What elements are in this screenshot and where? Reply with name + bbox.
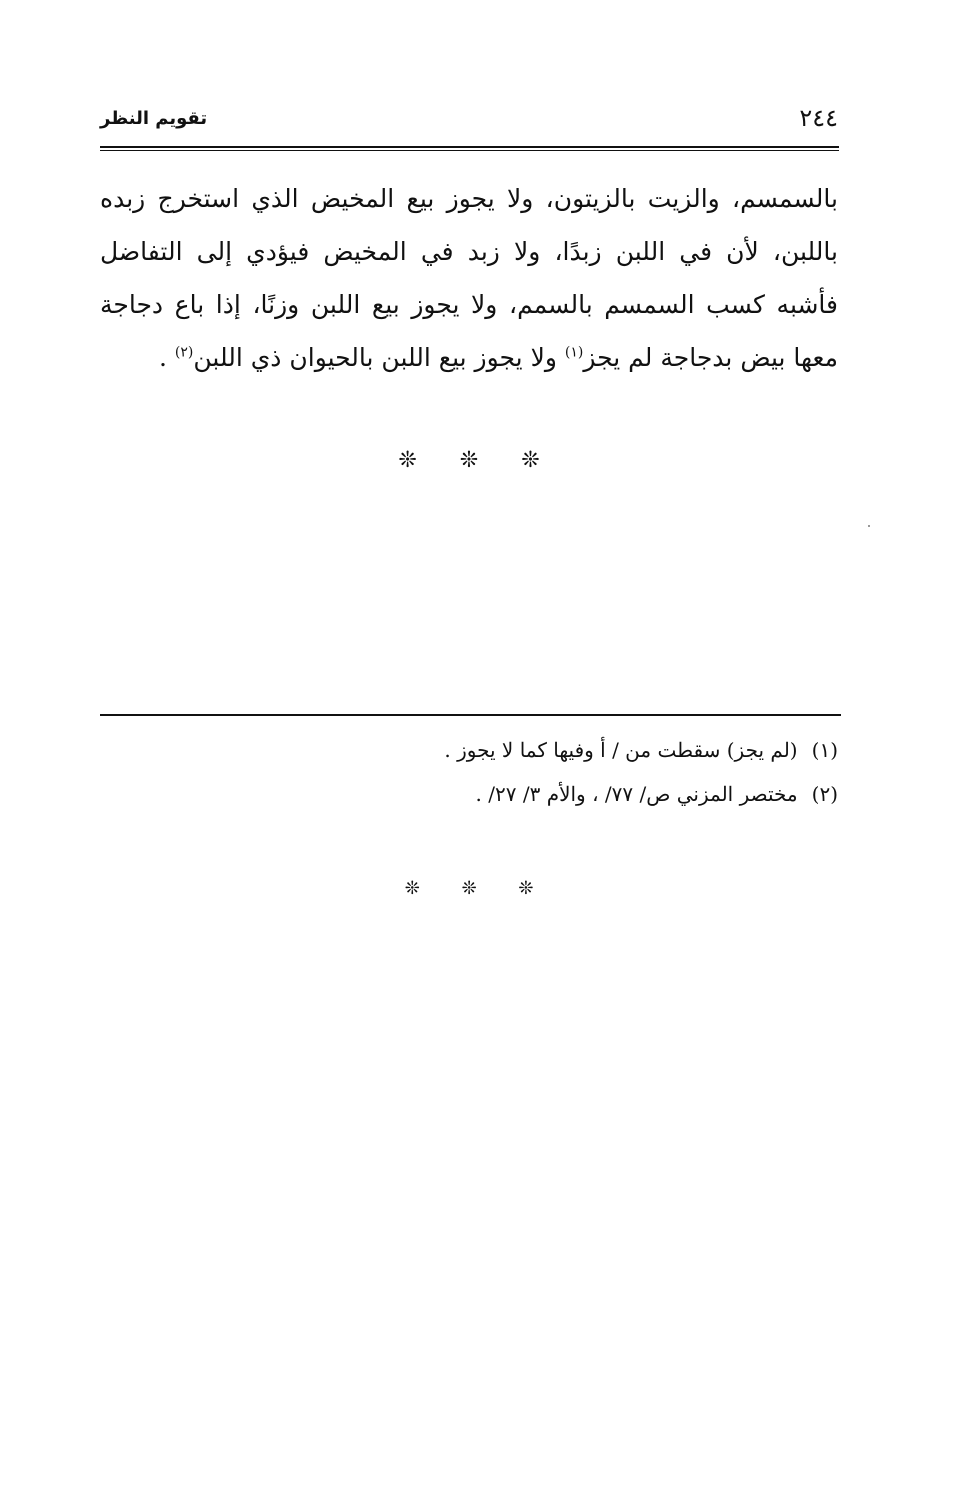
- scan-speck: [868, 525, 870, 527]
- main-text: [100, 172, 838, 384]
- section-separator-top: ❊ ❊ ❊: [398, 448, 558, 473]
- footnote-number: (٢): [811, 782, 838, 806]
- footnote-text: (لم يجز) سقطت من / أ وفيها كما لا يجوز .: [444, 738, 798, 762]
- footnotes: [100, 728, 838, 816]
- footnote-2: [100, 772, 838, 816]
- main-paragraph: [100, 172, 838, 384]
- footnote-text: مختصر المزني ص/ ٧٧/ ، والأم ٣/ ٢٧/ .: [475, 782, 798, 806]
- footnote-ref-1: (١): [564, 344, 584, 361]
- header-rule-thin: [100, 150, 839, 151]
- header-rule: [100, 146, 839, 148]
- running-header: [100, 104, 838, 140]
- footnote-number: (١): [811, 738, 838, 762]
- footnote-1: [100, 728, 838, 772]
- paragraph-text-part1: بالسمسم، والزيت بالزيتون، ولا يجوز بيع المخيض الذي استخرج زبده باللبن، لأن في اللبن زبدًا، ولا زبد في المخيض فيؤدي إلى التفاضل فأشبه كسب السمسم بالسمم، ولا يجوز بيع اللبن وزنًا، إذا باع دجاجة معها بيض بدجاجة لم يجز: [100, 184, 838, 372]
- paragraph-text-part2: ولا يجوز بيع اللبن بالحيوان ذي اللبن: [193, 343, 565, 372]
- page-number: ٢٤٤: [799, 104, 838, 132]
- section-separator-bottom: ❊ ❊ ❊: [404, 878, 552, 899]
- footnote-ref-2: (٢): [174, 344, 194, 361]
- running-header-title: تقويم النظر: [100, 108, 208, 129]
- paragraph-end: .: [159, 343, 175, 372]
- footnote-rule: [100, 714, 841, 716]
